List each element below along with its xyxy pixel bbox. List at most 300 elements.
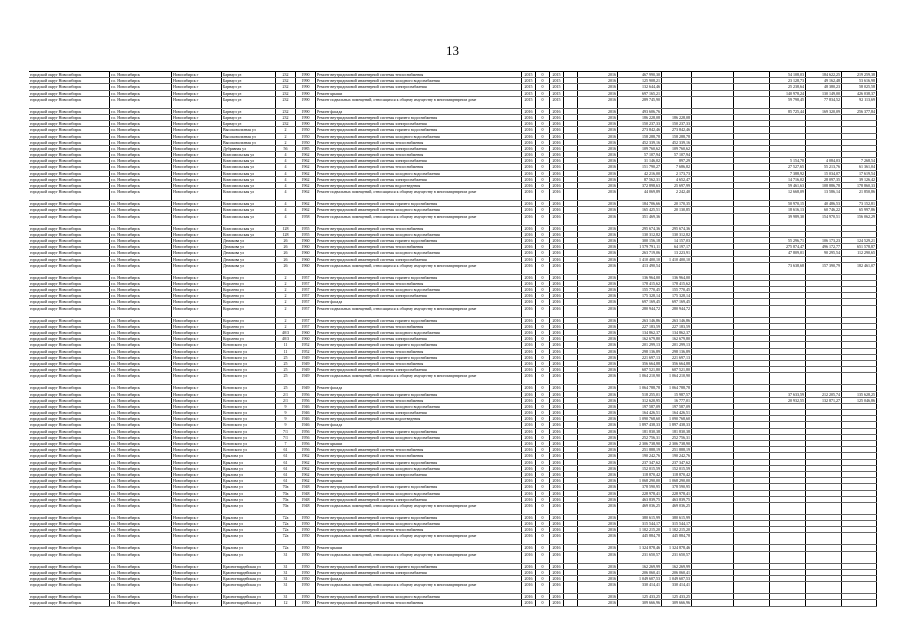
total-cost-cell: 125 433,25 bbox=[617, 594, 661, 599]
total-cost-cell: 118 870,42 bbox=[617, 472, 661, 477]
plan-year-cell: 2016 bbox=[521, 552, 535, 563]
fund-4-cell bbox=[769, 497, 805, 502]
spacer-cell bbox=[563, 97, 577, 108]
district-cell: городской округ Новосибирск bbox=[30, 305, 82, 311]
fund-6-cell: 73 152,81 bbox=[841, 201, 877, 206]
locality-cell: Новосибирск г bbox=[171, 336, 221, 341]
fund-1-cell: 1 102 215,20 bbox=[661, 527, 691, 532]
fund-1-cell: 1 064 788,78 bbox=[661, 385, 691, 390]
district-cell: городской округ Новосибирск bbox=[30, 453, 82, 459]
city-cell: г.о. Новосибирск bbox=[109, 416, 171, 421]
fund-3-cell bbox=[733, 570, 769, 575]
spacer-cell bbox=[563, 140, 577, 145]
district-cell: городской округ Новосибирск bbox=[30, 478, 82, 484]
house-cell: 26 bbox=[275, 250, 295, 255]
plan-year-cell: 2016 bbox=[521, 564, 535, 569]
street-cell: Котовского ул bbox=[221, 392, 275, 397]
street-cell: Королева ул bbox=[221, 306, 275, 317]
fund-6-cell: 178 860,33 bbox=[841, 183, 877, 188]
fund-4-cell: 47 809,01 bbox=[769, 250, 805, 255]
plan-year-cell: 2016 bbox=[521, 336, 535, 341]
plan-year-cell: 2016 bbox=[521, 293, 535, 298]
spacer-cell bbox=[563, 570, 577, 575]
fund-5-cell bbox=[805, 576, 841, 581]
district-cell: городской округ Новосибирск bbox=[30, 502, 82, 508]
work-type-cell: Ремонт внутридомовой инженерной системы горячего водоснабжения bbox=[315, 355, 521, 360]
fund-2-cell bbox=[691, 164, 733, 169]
city-cell: г.о. Новосибирск bbox=[109, 207, 171, 212]
city-cell: г.о. Новосибирск bbox=[109, 183, 171, 188]
fund-5-cell bbox=[805, 515, 841, 520]
house-cell: 4 bbox=[275, 158, 295, 163]
total-cost-cell: 607 521,80 bbox=[617, 367, 661, 372]
spacer-cell bbox=[563, 201, 577, 206]
street-cell: Комсомольская ул bbox=[221, 214, 275, 225]
spacer-cell bbox=[563, 109, 577, 114]
work-type-cell: Ремонт внутридомовой инженерной системы горячего водоснабжения bbox=[315, 275, 521, 280]
fund-4-cell bbox=[769, 404, 805, 409]
fund-3-cell bbox=[733, 355, 769, 360]
locality-cell: Новосибирск г bbox=[171, 330, 221, 335]
fund-4-cell bbox=[769, 324, 805, 329]
end-year-cell: 2016 bbox=[577, 244, 617, 249]
flag-cell: 0 bbox=[535, 349, 549, 354]
city-cell: г.о. Новосибирск bbox=[109, 552, 171, 563]
spacer-cell bbox=[563, 330, 577, 335]
table-row bbox=[29, 97, 877, 109]
house-cell: 232 bbox=[275, 97, 295, 108]
fund-4-cell bbox=[769, 441, 805, 446]
fund-5-cell bbox=[805, 140, 841, 145]
fund-3-cell bbox=[733, 281, 769, 286]
fund-2-cell bbox=[691, 183, 733, 188]
spacer-cell bbox=[563, 392, 577, 397]
city-cell: г.о. Новосибирск bbox=[109, 491, 171, 496]
start-year-cell: 2016 bbox=[549, 336, 563, 341]
house-cell: 70a bbox=[275, 484, 295, 489]
fund-1-cell: 378 590,95 bbox=[661, 484, 691, 489]
fund-6-cell: 53 616,98 bbox=[841, 78, 877, 83]
plan-year-cell: 2016 bbox=[521, 472, 535, 477]
fund-2-cell bbox=[691, 385, 733, 390]
fund-5-cell bbox=[805, 594, 841, 599]
year-cell: 1962 bbox=[295, 177, 315, 182]
fund-4-cell bbox=[769, 484, 805, 489]
district-cell: городской округ Новосибирск bbox=[30, 514, 82, 520]
fund-2-cell bbox=[691, 72, 733, 77]
house-cell: 25 bbox=[275, 361, 295, 366]
house-cell: 9 bbox=[275, 404, 295, 409]
street-cell: Комсомольская ул bbox=[221, 201, 275, 206]
spacer-cell bbox=[563, 453, 577, 458]
total-cost-cell: 87 562,31 bbox=[617, 177, 661, 182]
house-cell: 61 bbox=[275, 453, 295, 458]
year-cell: 1962 bbox=[295, 466, 315, 471]
fund-4-cell: 59 461,63 bbox=[769, 183, 805, 188]
house-cell: 2 bbox=[275, 140, 295, 145]
work-type-cell: Ремонт внутридомовой инженерной системы холодного водоснабжения bbox=[315, 330, 521, 335]
start-year-cell: 2016 bbox=[549, 293, 563, 298]
flag-cell: 0 bbox=[535, 152, 549, 157]
fund-3-cell bbox=[733, 263, 769, 274]
start-year-cell: 2016 bbox=[549, 367, 563, 372]
district-cell: городской округ Новосибирск bbox=[30, 250, 82, 256]
start-year-cell: 2016 bbox=[549, 453, 563, 458]
spacer-cell bbox=[563, 552, 577, 563]
fund-5-cell: 130 149,00 bbox=[805, 91, 841, 96]
table-row bbox=[29, 306, 877, 318]
fund-5-cell bbox=[805, 478, 841, 483]
spacer-cell bbox=[563, 349, 577, 354]
fund-4-cell: 27 527,65 bbox=[769, 164, 805, 169]
fund-2-cell bbox=[691, 121, 733, 126]
district-cell: городской округ Новосибирск bbox=[30, 545, 82, 551]
street-cell: Комсомольская ул bbox=[221, 177, 275, 182]
start-year-cell: 2016 bbox=[549, 171, 563, 176]
fund-5-cell bbox=[805, 330, 841, 335]
end-year-cell: 2016 bbox=[577, 545, 617, 550]
flag-cell: 0 bbox=[535, 183, 549, 188]
street-cell: Высоковольтная ул bbox=[221, 134, 275, 139]
plan-year-cell: 2016 bbox=[521, 398, 535, 403]
plan-year-cell: 2016 bbox=[521, 134, 535, 139]
fund-4-cell bbox=[769, 533, 805, 544]
district-cell: городской округ Новосибирск bbox=[30, 416, 82, 422]
flag-cell: 0 bbox=[535, 281, 549, 286]
locality-cell: Новосибирск г bbox=[171, 545, 221, 550]
flag-cell: 0 bbox=[535, 447, 549, 452]
street-cell: Демакова ул bbox=[221, 263, 275, 274]
start-year-cell: 2016 bbox=[549, 244, 563, 249]
fund-4-cell bbox=[769, 152, 805, 157]
city-cell: г.о. Новосибирск bbox=[109, 478, 171, 483]
fund-4-cell bbox=[769, 232, 805, 237]
district-cell: городской округ Новосибирск bbox=[30, 133, 82, 139]
fund-6-cell bbox=[841, 115, 877, 120]
spacer-cell bbox=[563, 521, 577, 526]
fund-1-cell bbox=[661, 78, 691, 83]
start-year-cell: 2016 bbox=[549, 361, 563, 366]
plan-year-cell: 2016 bbox=[521, 330, 535, 335]
fund-5-cell bbox=[805, 226, 841, 231]
house-cell: 7 bbox=[275, 441, 295, 446]
total-cost-cell: 1 579 791,11 bbox=[617, 244, 661, 249]
total-cost-cell: 312 620,95 bbox=[617, 398, 661, 403]
fund-1-cell: 152 015,59 bbox=[661, 466, 691, 471]
fund-1-cell: 1 410 400,10 bbox=[661, 257, 691, 262]
street-cell: Крылова ул bbox=[221, 521, 275, 526]
spacer-cell bbox=[563, 207, 577, 212]
fund-6-cell bbox=[841, 533, 877, 544]
city-cell: г.о. Новосибирск bbox=[109, 78, 171, 83]
fund-4-cell: 275 874,47 bbox=[769, 244, 805, 249]
fund-2-cell bbox=[691, 466, 733, 471]
fund-2-cell bbox=[691, 232, 733, 237]
district-cell: городской округ Новосибирск bbox=[30, 176, 82, 182]
locality-cell: Новосибирск г bbox=[171, 478, 221, 483]
total-cost-cell: 57 107,94 bbox=[617, 152, 661, 157]
spacer-cell bbox=[563, 91, 577, 96]
spacer-cell bbox=[563, 484, 577, 489]
year-cell: 1957 bbox=[295, 306, 315, 317]
spacer-cell bbox=[563, 416, 577, 421]
year-cell: 1948 bbox=[295, 484, 315, 489]
fund-6-cell bbox=[841, 306, 877, 317]
flag-cell: 0 bbox=[535, 373, 549, 384]
fund-2-cell bbox=[691, 373, 733, 384]
total-cost-cell: 42 216,00 bbox=[617, 171, 661, 176]
fund-1-cell: 190 242,76 bbox=[661, 453, 691, 458]
spacer-cell bbox=[563, 146, 577, 151]
spacer-cell bbox=[563, 183, 577, 188]
year-cell: 1957 bbox=[295, 318, 315, 323]
street-cell: Комсомольская ул bbox=[221, 189, 275, 200]
fund-6-cell bbox=[841, 232, 877, 237]
house-cell: 232 bbox=[275, 121, 295, 126]
spacer-cell bbox=[563, 472, 577, 477]
district-cell: городской округ Новосибирск bbox=[30, 256, 82, 262]
start-year-cell: 2016 bbox=[549, 460, 563, 465]
work-type-cell: Ремонт внутридомовой инженерной системы горячего водоснабжения bbox=[315, 460, 521, 465]
start-year-cell: 2016 bbox=[549, 232, 563, 237]
end-year-cell: 2016 bbox=[577, 189, 617, 200]
fund-6-cell bbox=[841, 570, 877, 575]
fund-1-cell: 197 587,09 bbox=[661, 404, 691, 409]
total-cost-cell: 330 414,41 bbox=[617, 582, 661, 593]
end-year-cell: 2016 bbox=[577, 466, 617, 471]
fund-1-cell: 380 615,99 bbox=[661, 515, 691, 520]
fund-4-cell bbox=[769, 545, 805, 550]
fund-3-cell bbox=[733, 533, 769, 544]
fund-1-cell: 298 136,89 bbox=[661, 349, 691, 354]
total-cost-cell: 175 328,14 bbox=[617, 293, 661, 298]
city-cell: г.о. Новосибирск bbox=[109, 281, 171, 286]
fund-4-cell bbox=[769, 527, 805, 532]
locality-cell: Новосибирск г bbox=[171, 410, 221, 415]
fund-6-cell: 58 025,58 bbox=[841, 84, 877, 89]
flag-cell: 0 bbox=[535, 293, 549, 298]
end-year-cell: 2016 bbox=[577, 600, 617, 605]
spacer-cell bbox=[563, 355, 577, 360]
spacer-cell bbox=[563, 257, 577, 262]
plan-year-cell: 2016 bbox=[521, 140, 535, 145]
house-cell: 2 bbox=[275, 275, 295, 280]
district-cell: городской округ Новосибирск bbox=[30, 360, 82, 366]
total-cost-cell: 518 255,01 bbox=[617, 392, 661, 397]
fund-3-cell bbox=[733, 164, 769, 169]
fund-3-cell bbox=[733, 367, 769, 372]
fund-3-cell bbox=[733, 576, 769, 581]
city-cell: г.о. Новосибирск bbox=[109, 109, 171, 114]
fund-1-cell: 175 328,14 bbox=[661, 293, 691, 298]
fund-5-cell: 212 205,74 bbox=[805, 392, 841, 397]
flag-cell: 0 bbox=[535, 484, 549, 489]
street-cell: Котовского ул bbox=[221, 361, 275, 366]
fund-3-cell bbox=[733, 373, 769, 384]
start-year-cell: 2015 bbox=[549, 97, 563, 108]
year-cell: 1949 bbox=[295, 373, 315, 384]
end-year-cell: 2016 bbox=[577, 349, 617, 354]
street-cell: Красногвардейская ул bbox=[221, 570, 275, 575]
start-year-cell: 2016 bbox=[549, 527, 563, 532]
fund-1-cell: 237 347,62 bbox=[661, 460, 691, 465]
flag-cell: 0 bbox=[535, 336, 549, 341]
fund-3-cell bbox=[733, 183, 769, 188]
fund-4-cell bbox=[769, 429, 805, 434]
total-cost-cell: 125 908,21 bbox=[617, 78, 661, 83]
fund-4-cell bbox=[769, 422, 805, 427]
work-type-cell: Ремонт внутридомовой инженерной системы электроснабжения bbox=[315, 410, 521, 415]
fund-4-cell bbox=[769, 515, 805, 520]
flag-cell: 0 bbox=[535, 84, 549, 89]
fund-1-cell: 1 068 290,00 bbox=[661, 478, 691, 483]
fund-1-cell: 221 697,13 bbox=[661, 355, 691, 360]
start-year-cell: 2016 bbox=[549, 521, 563, 526]
fund-2-cell bbox=[691, 171, 733, 176]
end-year-cell: 2016 bbox=[577, 576, 617, 581]
flag-cell: 0 bbox=[535, 171, 549, 176]
fund-2-cell bbox=[691, 515, 733, 520]
fund-3-cell bbox=[733, 404, 769, 409]
year-cell: 1950 bbox=[295, 594, 315, 599]
fund-6-cell bbox=[841, 416, 877, 421]
fund-1-cell bbox=[661, 84, 691, 89]
locality-cell: Новосибирск г bbox=[171, 398, 221, 403]
street-cell: Крылова ул bbox=[221, 484, 275, 489]
fund-6-cell: 125 046,86 bbox=[841, 398, 877, 403]
street-cell: Комсомольская ул bbox=[221, 164, 275, 169]
work-type-cell: Ремонт внутридомовой инженерной системы холодного водоснабжения bbox=[315, 435, 521, 440]
house-cell: 2 bbox=[275, 293, 295, 298]
flag-cell: 0 bbox=[535, 342, 549, 347]
locality-cell: Новосибирск г bbox=[171, 600, 221, 605]
spacer-cell bbox=[563, 422, 577, 427]
locality-cell: Новосибирск г bbox=[171, 472, 221, 477]
district-cell: городской округ Новосибирск bbox=[30, 551, 82, 557]
fund-2-cell bbox=[691, 600, 733, 605]
fund-5-cell: 60 746,22 bbox=[805, 207, 841, 212]
street-cell: Красногвардейская ул bbox=[221, 600, 275, 605]
fund-5-cell bbox=[805, 447, 841, 452]
total-cost-cell: 493 606,76 bbox=[617, 109, 661, 114]
fund-1-cell: 2 242,40 bbox=[661, 189, 691, 200]
street-cell: Барнаул ул bbox=[221, 72, 275, 77]
work-type-cell: Ремонт внутридомовой инженерной системы холодного водоснабжения bbox=[315, 134, 521, 139]
end-year-cell: 2016 bbox=[577, 330, 617, 335]
fund-4-cell: 12 668,09 bbox=[769, 189, 805, 200]
fund-5-cell bbox=[805, 533, 841, 544]
spacer-cell bbox=[563, 281, 577, 286]
flag-cell: 0 bbox=[535, 226, 549, 231]
district-cell: городской округ Новосибирск bbox=[30, 563, 82, 569]
fund-2-cell bbox=[691, 594, 733, 599]
fund-3-cell bbox=[733, 515, 769, 520]
house-cell: 2 bbox=[275, 287, 295, 292]
fund-3-cell bbox=[733, 447, 769, 452]
fund-6-cell: 156 062,29 bbox=[841, 214, 877, 225]
start-year-cell: 2016 bbox=[549, 207, 563, 212]
work-type-cell: Ремонт внутридомовой инженерной системы теплоснабжения bbox=[315, 349, 521, 354]
street-cell: Комсомольская ул bbox=[221, 152, 275, 157]
fund-1-cell: 155 770,45 bbox=[661, 287, 691, 292]
fund-6-cell bbox=[841, 127, 877, 132]
end-year-cell: 2016 bbox=[577, 78, 617, 83]
year-cell: 1949 bbox=[295, 367, 315, 372]
total-cost-cell: 295 674,36 bbox=[617, 226, 661, 231]
end-year-cell: 2016 bbox=[577, 158, 617, 163]
city-cell: г.о. Новосибирск bbox=[109, 503, 171, 514]
district-cell: городской округ Новосибирск bbox=[30, 299, 82, 305]
plan-year-cell: 2015 bbox=[521, 72, 535, 77]
house-cell: 232 bbox=[275, 84, 295, 89]
house-cell: 61 bbox=[275, 472, 295, 477]
total-cost-cell: 378 590,95 bbox=[617, 484, 661, 489]
city-cell: г.о. Новосибирск bbox=[109, 214, 171, 225]
work-type-cell: Ремонт внутридомовой инженерной системы горячего водоснабжения bbox=[315, 115, 521, 120]
end-year-cell: 2016 bbox=[577, 250, 617, 255]
spacer-cell bbox=[563, 404, 577, 409]
district-cell: городской округ Новосибирск bbox=[30, 490, 82, 496]
city-cell: г.о. Новосибирск bbox=[109, 115, 171, 120]
flag-cell: 0 bbox=[535, 177, 549, 182]
fund-3-cell bbox=[733, 416, 769, 421]
total-cost-cell: 697 165,21 bbox=[617, 91, 661, 96]
city-cell: г.о. Новосибирск bbox=[109, 594, 171, 599]
spacer-cell bbox=[563, 441, 577, 446]
end-year-cell: 2016 bbox=[577, 515, 617, 520]
year-cell: 1946 bbox=[295, 404, 315, 409]
fund-2-cell bbox=[691, 324, 733, 329]
year-cell: 1946 bbox=[295, 410, 315, 415]
district-cell: городской округ Новосибирск bbox=[30, 189, 82, 195]
fund-5-cell: 90 295,54 bbox=[805, 250, 841, 255]
year-cell: 1957 bbox=[295, 275, 315, 280]
city-cell: г.о. Новосибирск bbox=[109, 121, 171, 126]
fund-2-cell bbox=[691, 472, 733, 477]
end-year-cell: 2016 bbox=[577, 127, 617, 132]
locality-cell: Новосибирск г bbox=[171, 447, 221, 452]
fund-1-cell: 263 146,86 bbox=[661, 318, 691, 323]
end-year-cell: 2016 bbox=[577, 472, 617, 477]
start-year-cell: 2016 bbox=[549, 600, 563, 605]
locality-cell: Новосибирск г bbox=[171, 435, 221, 440]
district-cell: городской округ Новосибирск bbox=[30, 569, 82, 575]
plan-year-cell: 2016 bbox=[521, 177, 535, 182]
fund-5-cell bbox=[805, 349, 841, 354]
street-cell: Котовского ул bbox=[221, 398, 275, 403]
total-cost-cell: 31 146,02 bbox=[617, 158, 661, 163]
district-cell: городской округ Новосибирск bbox=[30, 594, 82, 600]
fund-3-cell bbox=[733, 600, 769, 605]
fund-2-cell bbox=[691, 422, 733, 427]
fund-6-cell: 39 126,42 bbox=[841, 177, 877, 182]
fund-1-cell: 295 674,36 bbox=[661, 226, 691, 231]
spacer-cell bbox=[563, 250, 577, 255]
work-type-cell: Ремонт подвальных помещений, относящихся к общему имуществу в многоквартирном доме bbox=[315, 214, 521, 225]
end-year-cell: 2016 bbox=[577, 521, 617, 526]
fund-5-cell bbox=[805, 115, 841, 120]
total-cost-cell: 130 312,82 bbox=[617, 232, 661, 237]
start-year-cell: 2016 bbox=[549, 582, 563, 593]
fund-1-cell bbox=[661, 109, 691, 114]
year-cell: 1949 bbox=[295, 355, 315, 360]
fund-3-cell bbox=[733, 91, 769, 96]
plan-year-cell: 2016 bbox=[521, 109, 535, 114]
year-cell: 1950 bbox=[295, 533, 315, 544]
fund-1-cell: 162 679,80 bbox=[661, 336, 691, 341]
year-cell: 1950 bbox=[295, 576, 315, 581]
flag-cell: 0 bbox=[535, 91, 549, 96]
